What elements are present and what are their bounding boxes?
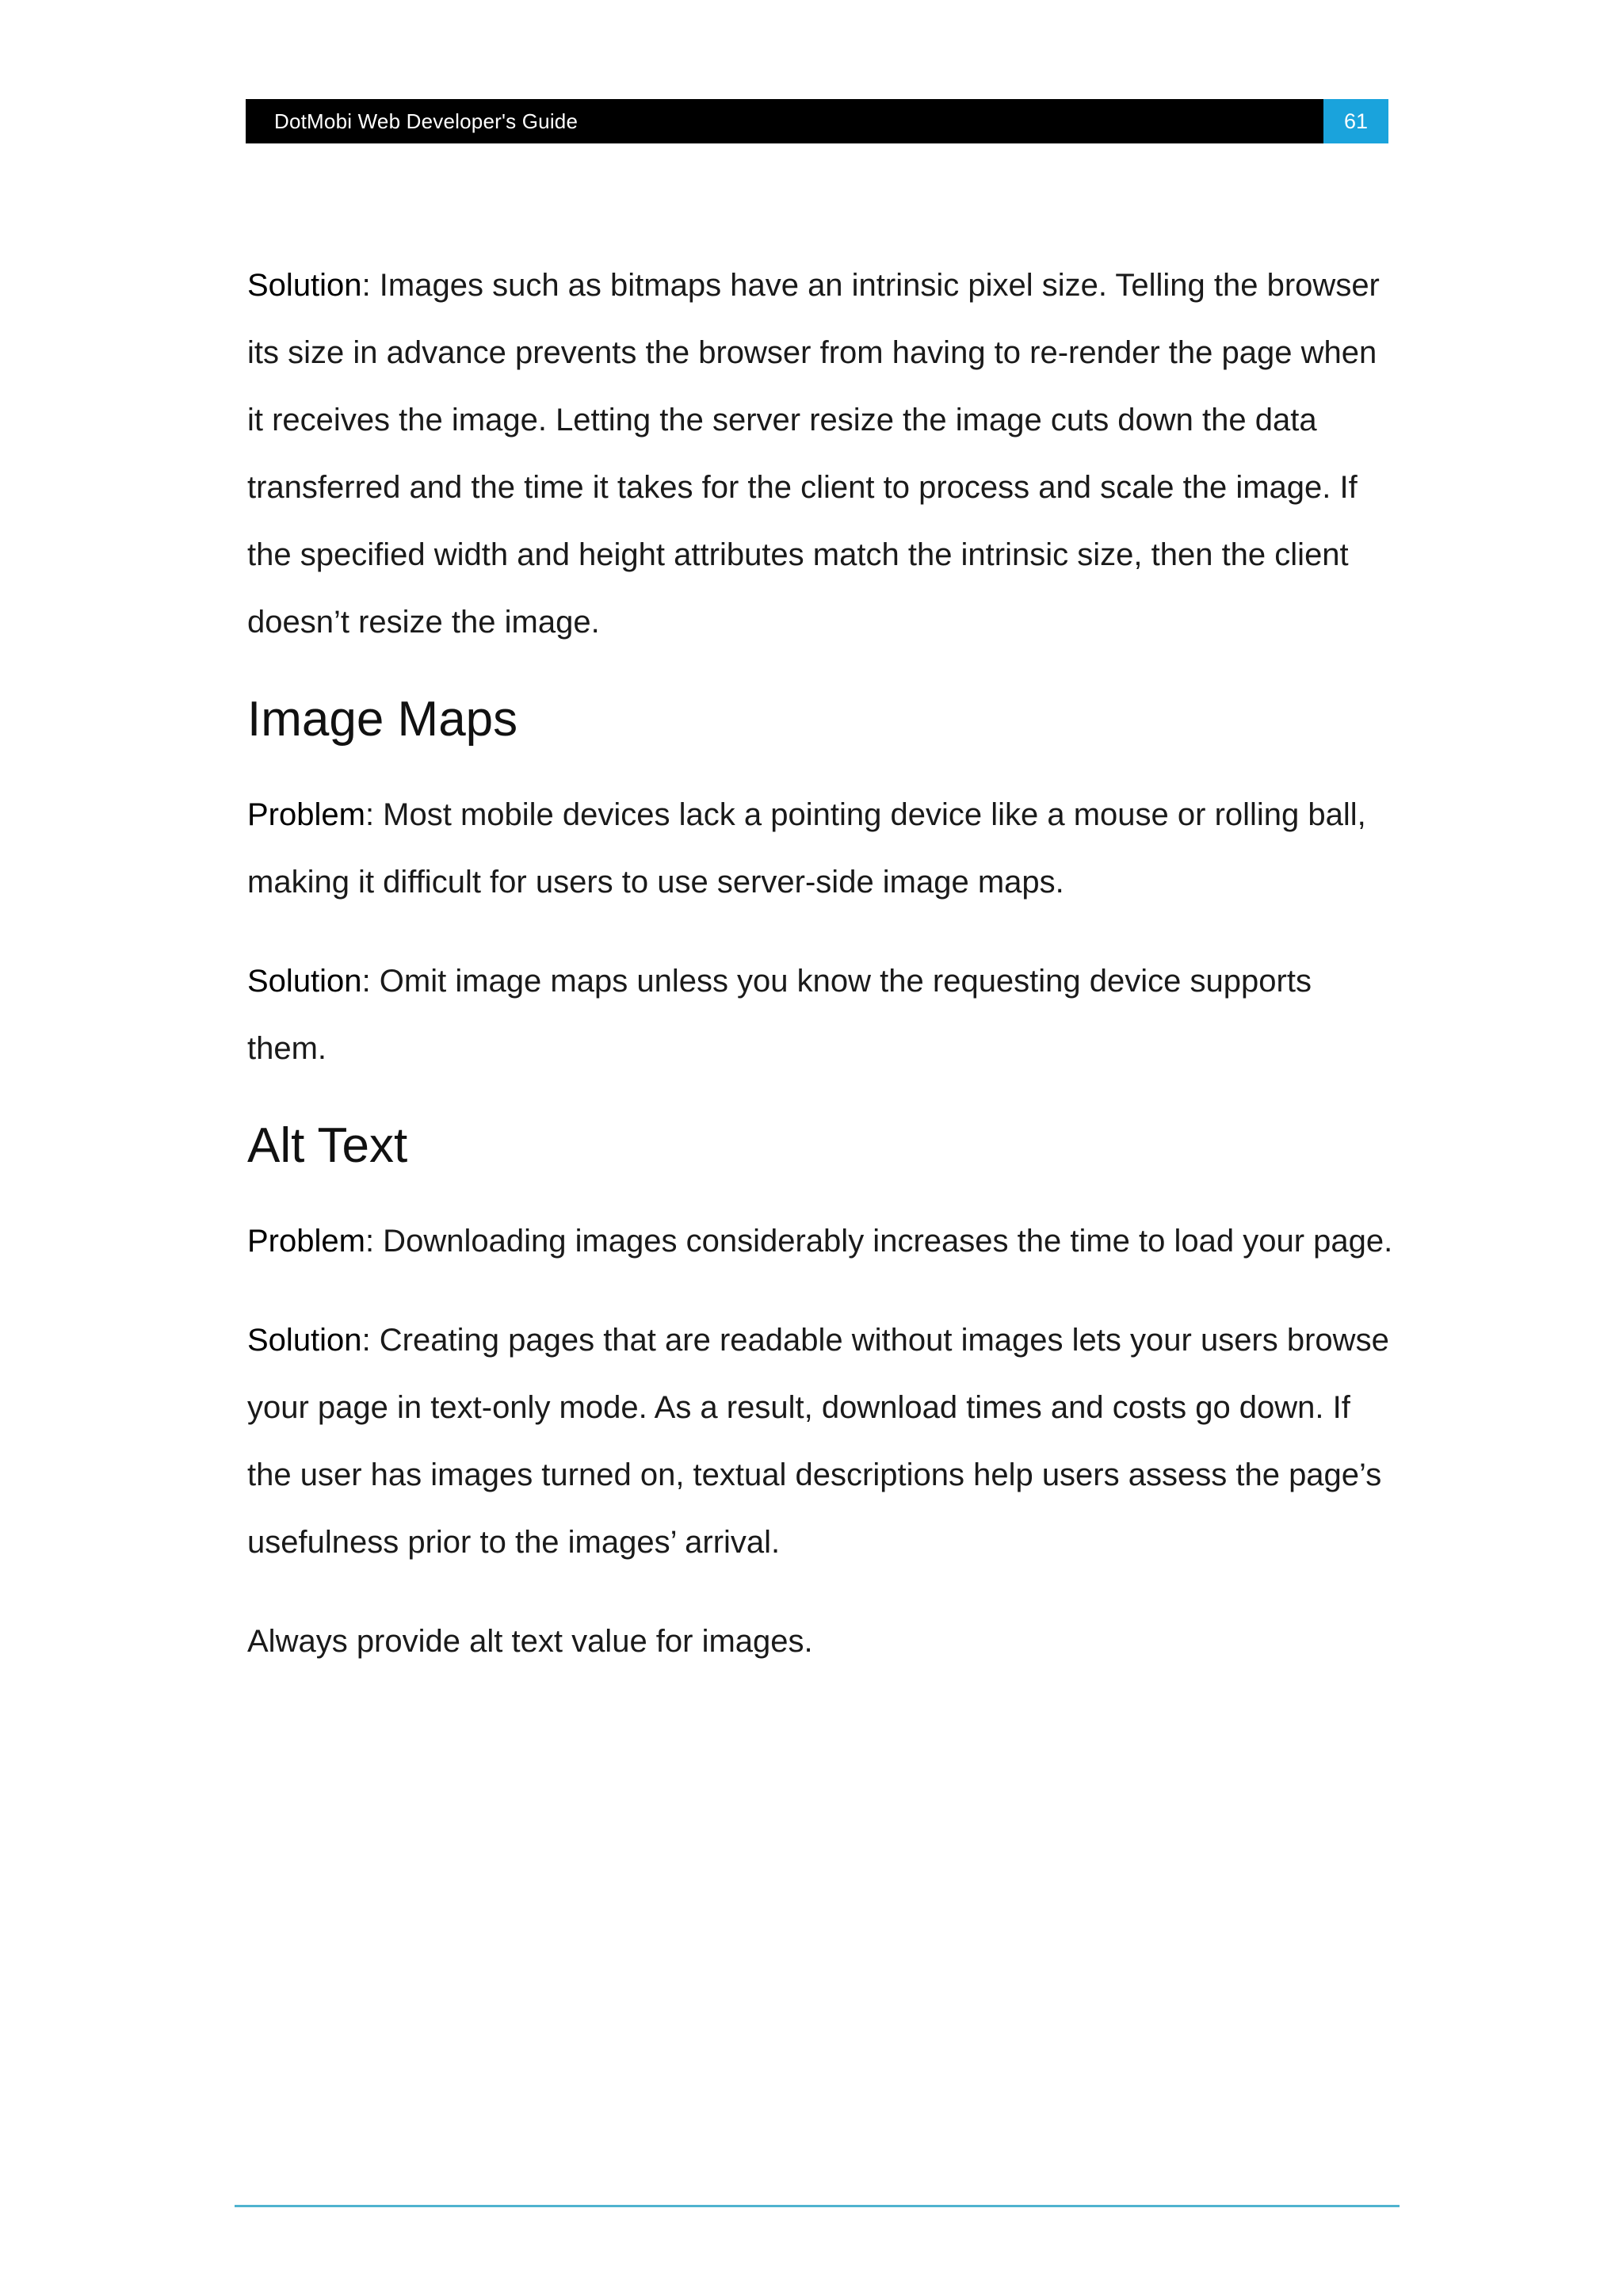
footer-rule	[235, 2205, 1400, 2207]
problem-text: : Downloading images considerably increases the time to load your page.	[365, 1224, 1393, 1259]
image-maps-problem-paragraph	[247, 781, 1396, 916]
running-header	[246, 99, 1388, 143]
heading-alt-text: Alt Text	[247, 1118, 408, 1173]
solution-text: : Omit image maps unless you know the requesting device supports them.	[247, 964, 1312, 1066]
heading-image-maps: Image Maps	[247, 692, 518, 747]
page-body	[247, 252, 1396, 1675]
page-number: 61	[1323, 99, 1388, 143]
header-title: DotMobi Web Developer's Guide	[274, 109, 579, 133]
intro-solution-paragraph	[247, 252, 1396, 656]
alt-text-note-paragraph: Always provide alt text value for images.	[247, 1624, 813, 1659]
alt-text-problem-paragraph	[247, 1208, 1396, 1275]
solution-label: Solution	[247, 964, 362, 999]
solution-label: Solution	[247, 268, 362, 303]
solution-text: : Creating pages that are readable without images lets your users browse your page in text-only mode. As a result, download times and costs go down. If the user has images turned on, textual descriptions help users assess the page’s usefulness prior to the images’ arrival.	[247, 1323, 1389, 1560]
solution-label: Solution	[247, 1323, 362, 1358]
alt-text-solution-paragraph	[247, 1307, 1396, 1576]
image-maps-solution-paragraph	[247, 948, 1396, 1083]
problem-text: : Most mobile devices lack a pointing device like a mouse or rolling ball, making it difficult for users to use server-side image maps.	[247, 797, 1366, 900]
solution-text: : Images such as bitmaps have an intrinsic pixel size. Telling the browser its size in advance prevents the browser from having to re-render the page when it receives the image. Letting the server resize the image cuts down the data transferred and the time it takes for the client to process and scale the image. If the specified width and height attributes match the intrinsic size, then the client doesn’t resize the image.	[247, 268, 1380, 640]
problem-label: Problem	[247, 797, 365, 832]
problem-label: Problem	[247, 1224, 365, 1259]
